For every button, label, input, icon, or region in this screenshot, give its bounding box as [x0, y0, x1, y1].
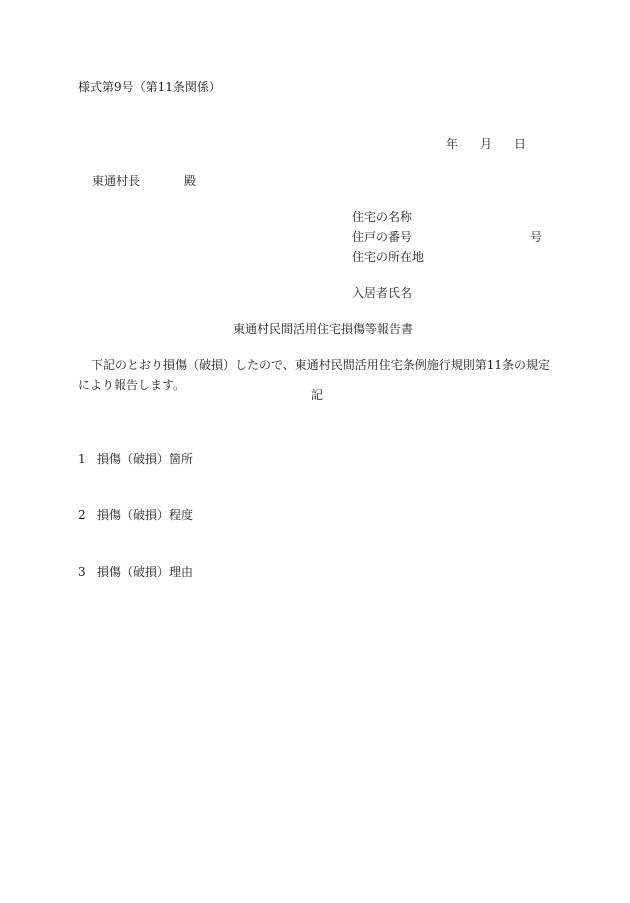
addressee	[92, 174, 196, 190]
item-number: 2	[78, 508, 86, 522]
unit-number-label: 住戸の番号	[352, 230, 413, 244]
day-label: 日	[514, 137, 527, 151]
item-label: 損傷（破損）箇所	[97, 452, 194, 466]
item-label: 損傷（破損）程度	[97, 508, 194, 522]
list-item	[78, 452, 193, 468]
body-text: 下記のとおり損傷（破損）したので、東通村民間活用住宅条例施行規則第11条の規定により報告します。	[78, 358, 551, 392]
ki-heading: 記	[310, 388, 323, 402]
tenant-name-label: 入居者氏名	[352, 286, 413, 300]
document-title: 東通村民間活用住宅損傷等報告書	[232, 322, 413, 336]
housing-location-label: 住宅の所在地	[352, 250, 425, 264]
item-label: 損傷（破損）理由	[97, 565, 194, 579]
month-label: 月	[480, 137, 493, 151]
addressee-name: 東通村長	[92, 174, 141, 188]
item-number: 3	[78, 565, 86, 579]
unit-number-row	[352, 230, 543, 250]
year-label: 年	[446, 137, 459, 151]
housing-name-label: 住宅の名称	[352, 210, 413, 224]
unit-number-suffix: 号	[530, 230, 543, 244]
tenant-name-row	[352, 286, 424, 306]
addressee-honorific: 殿	[184, 174, 197, 188]
list-item	[78, 565, 193, 581]
housing-name-row	[352, 210, 424, 230]
date-line	[446, 137, 526, 153]
form-number: 様式第9号（第11条関係）	[78, 80, 221, 94]
housing-location-row	[352, 250, 424, 270]
item-number: 1	[78, 452, 86, 466]
applicant-block	[352, 210, 543, 306]
list-item	[78, 508, 193, 524]
